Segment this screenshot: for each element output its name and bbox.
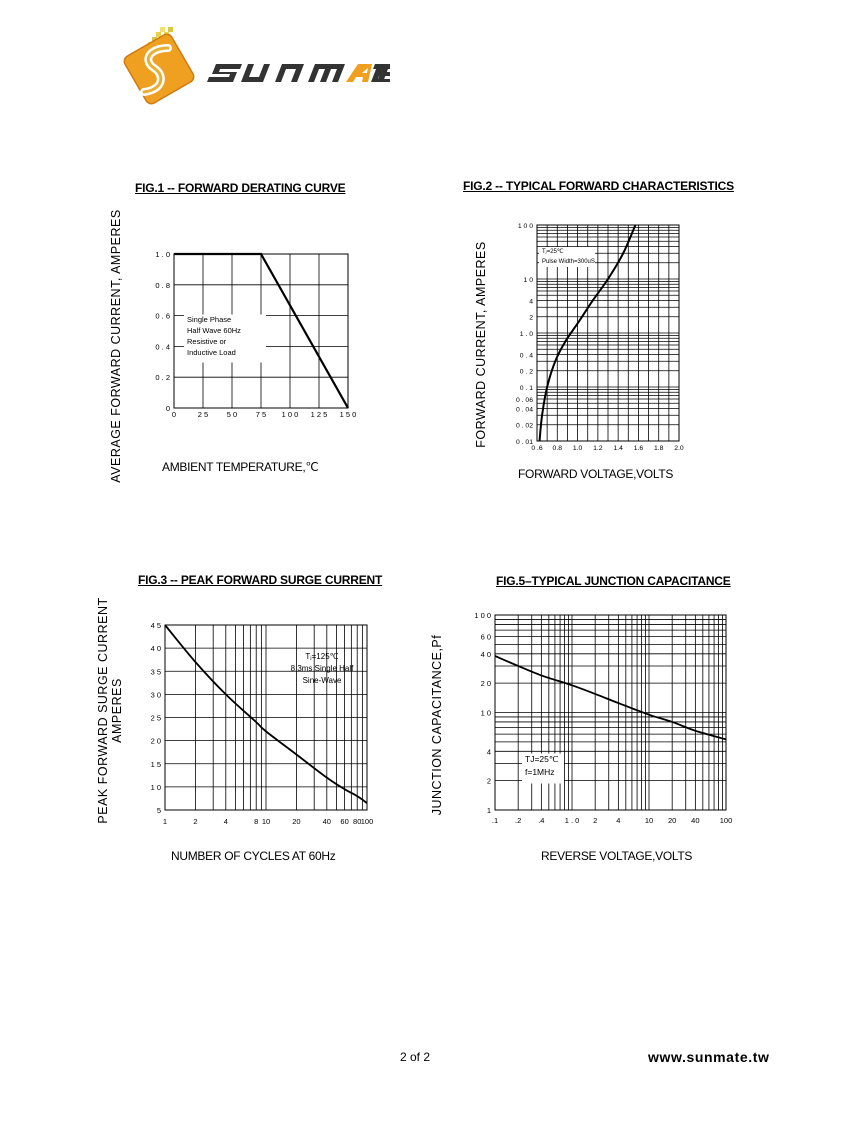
y-tick-label: 0 . 06 <box>515 396 533 404</box>
x-tick-label: 0 <box>171 410 177 419</box>
fig2-title: FIG.2 -- TYPICAL FORWARD CHARACTERISTICS <box>463 179 734 193</box>
annotation-text: Pulse Width=300uS <box>542 259 595 265</box>
x-tick-label: 1.4 <box>613 445 623 452</box>
x-tick-label: 2 <box>593 816 598 825</box>
annotation-text: Resistive or <box>187 337 227 346</box>
x-tick-label: 20 <box>668 816 677 825</box>
x-tick-label: 100 <box>719 816 733 825</box>
x-tick-label: 60 <box>340 817 349 826</box>
x-tick-label: 0 .6 <box>531 445 543 452</box>
x-tick-label: 40 <box>691 816 700 825</box>
annotation-text: f=1MHz <box>525 767 555 777</box>
y-tick-label: 0 . 4 <box>519 352 533 360</box>
x-tick-label: 1.8 <box>653 445 664 452</box>
annotation-text: TJ=25℃ <box>525 754 559 764</box>
x-tick-label: 1 5 0 <box>339 410 357 419</box>
fig1-title: FIG.1 -- FORWARD DERATING CURVE <box>135 181 346 195</box>
y-tick-label: 1 <box>486 806 491 815</box>
fig2-ylabel: FORWARD CURRENT, AMPERES <box>474 241 488 448</box>
fig5-chart <box>470 605 750 835</box>
y-tick-label: 1 0 <box>480 708 491 718</box>
annotation-text: Tⱼ=125℃ <box>305 652 339 661</box>
x-tick-label: 80 <box>353 817 362 826</box>
y-tick-label: 0 . 2 <box>519 368 533 376</box>
fig5-xlabel: REVERSE VOLTAGE,VOLTS <box>541 849 693 863</box>
x-tick-label: 1 0 0 <box>281 410 299 419</box>
x-tick-label: .1 <box>491 816 499 825</box>
y-tick-label: 0 . 4 <box>155 342 170 352</box>
fig3-xlabel: NUMBER OF CYCLES AT 60Hz <box>171 849 336 863</box>
data-curve <box>495 656 726 739</box>
y-tick-label: 0 . 02 <box>515 422 533 430</box>
x-tick-label: 2 5 <box>197 410 209 419</box>
annotation-text: Single Phase <box>187 315 232 324</box>
fig5-title: FIG.5–TYPICAL JUNCTION CAPACITANCE <box>496 574 731 588</box>
fig1-xlabel: AMBIENT TEMPERATURE,℃ <box>162 460 319 474</box>
x-tick-label: 2.0 <box>674 445 684 452</box>
fig2-chart <box>500 215 700 460</box>
y-tick-label: 2 <box>486 776 491 786</box>
annotation-text: 8.3ms Single Half <box>290 664 354 673</box>
fig3-ylabel-line2: AMPERES <box>110 678 124 743</box>
y-tick-label: 4 <box>529 298 533 306</box>
x-tick-label: 10 <box>261 817 271 826</box>
logo-emblem <box>122 32 196 106</box>
y-tick-label: 2 0 <box>150 736 161 746</box>
x-tick-label: 4 <box>616 816 621 825</box>
y-tick-label: 1 . 0 <box>519 331 533 338</box>
x-tick-label: 1.2 <box>593 445 603 452</box>
y-tick-label: 2 <box>529 314 533 322</box>
y-tick-label: 1 0 0 <box>474 611 491 620</box>
x-tick-label: 20 <box>292 817 301 826</box>
y-tick-label: 1 0 <box>150 782 161 792</box>
y-tick-label: 4 <box>486 747 491 757</box>
annotation-text: Inductive Load <box>187 348 236 357</box>
x-tick-label: .2 <box>515 816 522 825</box>
y-tick-label: 4 0 <box>480 649 491 659</box>
x-tick-label: 5 0 <box>226 410 238 419</box>
x-tick-label: 1 . 0 <box>564 816 580 825</box>
fig5-ylabel: JUNCTION CAPACITANCE,Pf <box>430 634 444 816</box>
fig2-xlabel: FORWARD VOLTAGE,VOLTS <box>518 467 674 481</box>
y-tick-label: 1 . 0 <box>155 250 170 259</box>
x-tick-label: 2 <box>193 817 198 826</box>
x-tick-label: 1.0 <box>572 445 583 452</box>
logo-wordmark <box>207 64 390 82</box>
y-tick-label: 3 0 <box>150 690 161 700</box>
y-tick-label: 4 0 <box>150 644 161 654</box>
y-tick-label: 0 . 8 <box>155 280 170 290</box>
page-number: 2 of 2 <box>400 1050 431 1064</box>
x-tick-label: 0.8 <box>552 445 563 452</box>
x-tick-label: 4 <box>223 817 228 826</box>
annotation-text: Tⱼ=25℃ <box>542 249 564 255</box>
y-tick-label: 5 <box>156 806 161 815</box>
x-tick-label: .4 <box>538 816 545 825</box>
y-tick-label: 2 5 <box>150 713 161 723</box>
y-tick-label: 0 . 04 <box>515 406 533 414</box>
y-tick-label: 0 <box>165 404 170 413</box>
y-tick-label: 6 0 <box>480 632 491 642</box>
annotation-text: Sine-Wave <box>302 676 342 685</box>
y-tick-label: 3 5 <box>150 667 161 677</box>
y-tick-label: 0 . 1 <box>519 385 533 392</box>
x-tick-label: 1 <box>162 817 168 826</box>
y-tick-label: 4 5 <box>150 621 161 630</box>
x-tick-label: 8 <box>254 817 259 826</box>
x-tick-label: 40 <box>322 817 331 826</box>
fig3-chart <box>140 615 385 840</box>
fig3-title: FIG.3 -- PEAK FORWARD SURGE CURRENT <box>138 573 383 587</box>
annotation-text: Half Wave 60Hz <box>187 326 241 335</box>
fig1-chart <box>140 240 370 430</box>
y-tick-label: 0 . 2 <box>155 373 170 383</box>
website-url: www.sunmate.tw <box>648 1049 770 1065</box>
fig3-ylabel-line1: PEAK FORWARD SURGE CURRENT <box>96 597 110 824</box>
sunmate-logo <box>120 26 390 114</box>
fig1-ylabel: AVERAGE FORWARD CURRENT, AMPERES <box>109 209 123 483</box>
y-tick-label: 0 . 6 <box>155 311 170 321</box>
x-tick-label: 1 2 5 <box>310 410 328 419</box>
y-tick-label: 0 . 01 <box>515 439 533 446</box>
x-tick-label: 7 5 <box>255 410 267 419</box>
y-tick-label: 2 0 <box>480 679 491 689</box>
y-tick-label: 1 0 0 <box>517 223 533 230</box>
y-tick-label: 1 5 <box>150 759 161 769</box>
x-tick-label: 10 <box>644 816 654 825</box>
y-tick-label: 1 0 <box>523 277 533 284</box>
x-tick-label: 100 <box>360 817 374 826</box>
x-tick-label: 1.6 <box>633 445 644 452</box>
